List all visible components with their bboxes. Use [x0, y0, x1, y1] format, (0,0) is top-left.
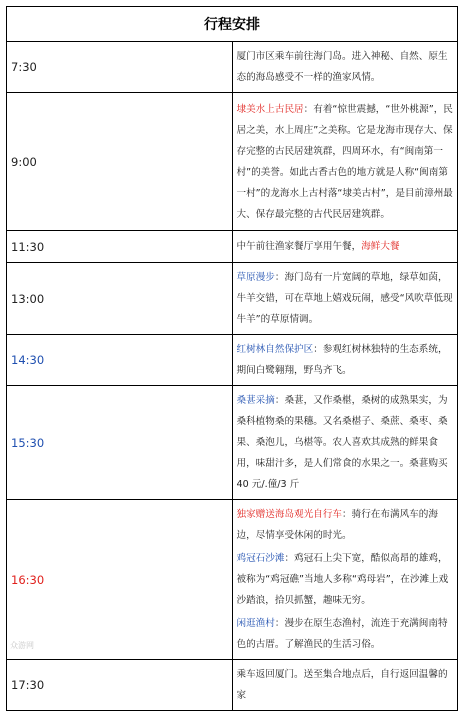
activity-text: 中午前往渔家餐厅享用午餐，: [236, 241, 362, 252]
itinerary-row: [7, 231, 458, 263]
activity-cell: [232, 263, 458, 335]
activity-segment: [237, 504, 454, 546]
activity-label: 埭美水上古民居: [236, 103, 304, 115]
activity-label: 鸡冠石沙滩: [236, 553, 285, 564]
time-cell: 9:00: [7, 93, 233, 231]
activity-label: 独家赠送海岛观光自行车: [236, 509, 343, 520]
activity-label: 红树林自然保护区: [236, 344, 314, 355]
activity-label: 桑葚采摘: [236, 395, 275, 406]
itinerary-row: [7, 386, 458, 500]
activity-highlight: 海鲜大餐: [361, 241, 400, 252]
activity-cell: [232, 42, 458, 93]
activity-text: ：鸡冠石上尖下宽，酷似高昂的雄鸡，被称为“鸡冠礁”当地人多称“鸡母岩”，在沙滩上戏沙踏浪，拾贝抓蟹，趣味无穷。: [236, 553, 449, 606]
activity-cell: [232, 93, 458, 231]
time-cell: 13:00: [7, 263, 233, 335]
activity-text: ：漫步在原生态渔村，流连于充满闽南特色的古厝。了解渔民的生活习俗。: [236, 618, 448, 650]
title-row: [7, 7, 458, 42]
activity-text: ：海门岛有一片宽阔的草地，绿草如茵，牛羊交错，可在草地上嬉戏玩闹，感受“风吹草低现牛羊”的草原情调。: [236, 272, 453, 325]
activity-text: 乘车返回厦门。送至集合地点后，自行返回温馨的家: [236, 669, 448, 701]
itinerary-row: [7, 500, 458, 660]
itinerary-row: [7, 660, 458, 711]
activity-cell: [232, 386, 458, 500]
activity-cell: [232, 500, 458, 660]
activity-segment: [237, 548, 454, 611]
itinerary-row: [7, 335, 458, 386]
itinerary-row: [7, 93, 458, 231]
activity-text: ：桑葚，又作桑椹，桑树的成熟果实，为桑科植物桑的果穗。又名桑椹子、桑蔗、桑枣、桑果、桑泡儿，乌椹等。农人喜欢其成熟的鲜果食用，味甜汁多，是人们常食的水果之一。桑葚购买 40 元/.僮/3 斤: [236, 395, 448, 490]
table-title: 行程安排: [7, 7, 458, 42]
activity-cell: [232, 660, 458, 711]
time-cell: 17:30: [7, 660, 233, 711]
activity-label: 闲逛渔村: [236, 618, 275, 629]
itinerary-sheet: [6, 6, 458, 711]
time-cell: 15:30: [7, 386, 233, 500]
activity-cell: [232, 231, 458, 263]
time-cell: 14:30: [7, 335, 233, 386]
time-cell: 7:30: [7, 42, 233, 93]
activity-text: ：骑行在布满风车的海边，尽情享受休闲的时光。: [236, 509, 438, 541]
itinerary-row: [7, 42, 458, 93]
itinerary-table: [6, 6, 458, 711]
activity-text: 厦门市区乘车前往海门岛。进入神秘、自然、原生态的海岛感受不一样的渔家风情。: [236, 51, 448, 83]
activity-segment: [237, 613, 454, 655]
activity-text: ：参观红树林独特的生态系统，期间白鹭翱翔，野鸟齐飞。: [236, 344, 448, 376]
itinerary-row: [7, 263, 458, 335]
activity-label: 草原漫步: [236, 272, 275, 283]
time-cell: 16:30: [7, 500, 233, 660]
activity-text: ：有着“惊世震撼，“世外桃源”，民居之美，水上周庄”之美称。它是龙海市现存大、保存完整的古民居建筑群，四周环水，有“闽南第一村”的美誉。如此古香古色的地方就是人称“闽南第一村”的龙海水上古村落“埭美古村”，是目前漳州最大、保存最完整的古代民居建筑群。: [236, 103, 453, 220]
watermark: 众游网: [10, 641, 34, 650]
time-cell: 11:30: [7, 231, 233, 263]
activity-cell: [232, 335, 458, 386]
